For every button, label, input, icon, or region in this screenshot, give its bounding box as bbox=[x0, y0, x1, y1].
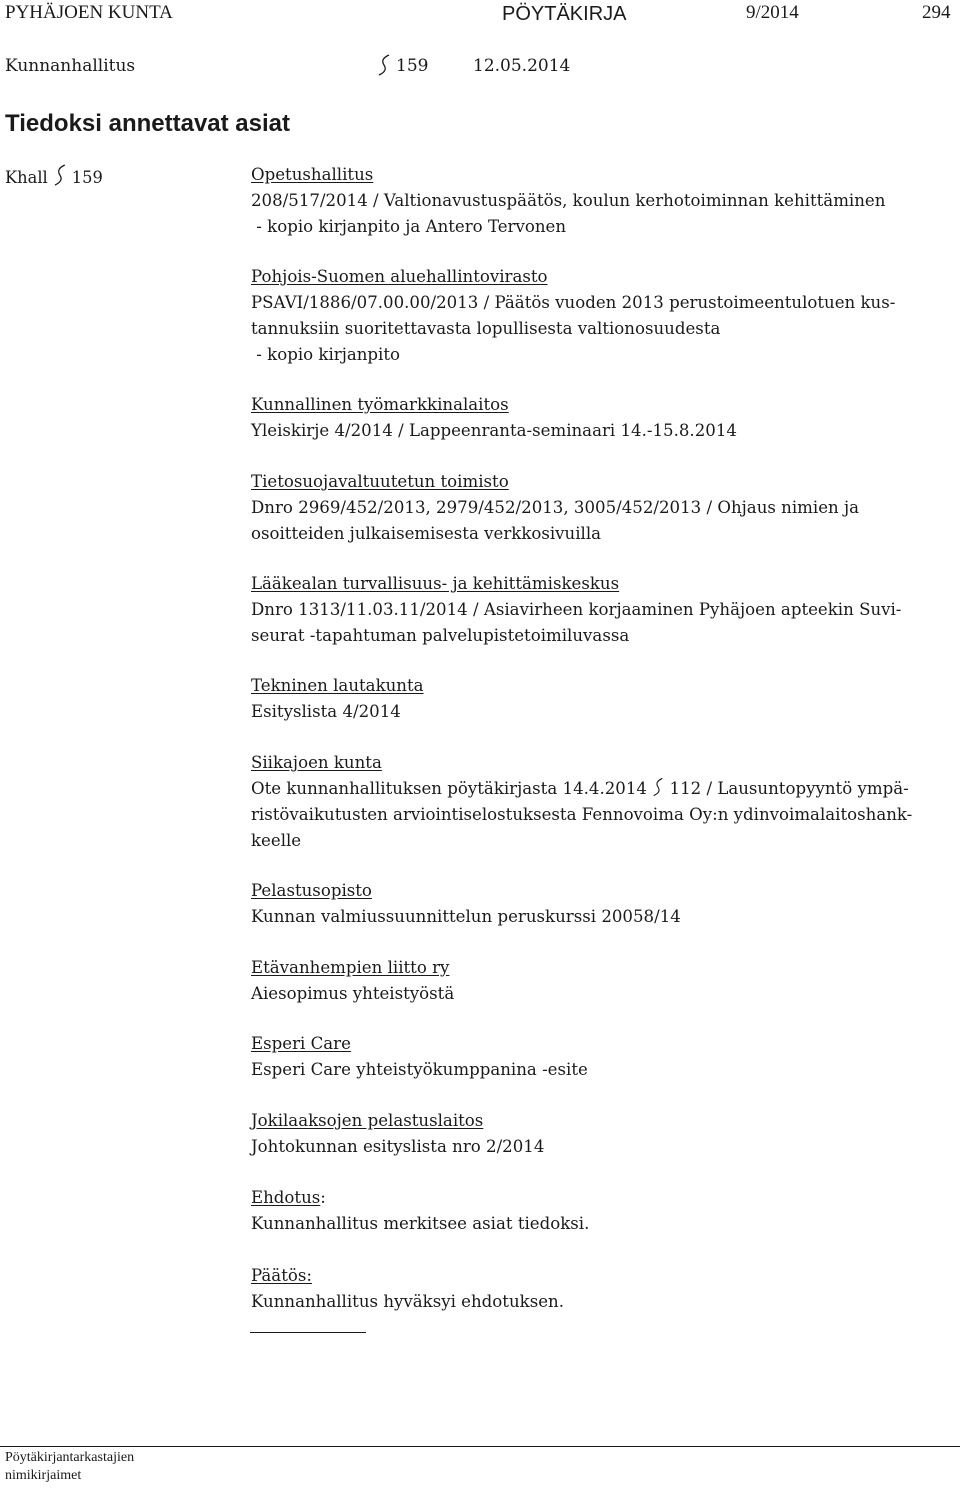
decision-label: Päätös: bbox=[251, 1266, 312, 1285]
notice-line bbox=[251, 776, 956, 802]
page-title: Tiedoksi annettavat asiat bbox=[5, 110, 290, 137]
notice-line: keelle bbox=[251, 831, 302, 850]
notice-sender: Esperi Care bbox=[251, 1034, 351, 1053]
notice-item bbox=[251, 1108, 956, 1160]
notice-sender: Tekninen lautakunta bbox=[251, 676, 424, 695]
proposal-text: Kunnanhallitus merkitsee asiat tiedoksi. bbox=[251, 1214, 590, 1233]
section-number: 159 bbox=[71, 168, 103, 187]
issue-number: 9/2014 bbox=[746, 2, 799, 23]
notice-item bbox=[251, 264, 956, 368]
page-number: 294 bbox=[922, 2, 951, 23]
notice-line: Aiesopimus yhteistyöstä bbox=[251, 984, 455, 1003]
notice-item bbox=[251, 392, 956, 444]
notice-sender: Kunnallinen työmarkkinalaitos bbox=[251, 395, 509, 414]
notice-sender: Pelastusopisto bbox=[251, 881, 372, 900]
section-sign-icon bbox=[53, 163, 67, 191]
notice-line-part: Ote kunnanhallituksen pöytäkirjasta 14.4.2014 bbox=[251, 779, 653, 798]
document-type: PÖYTÄKIRJA bbox=[502, 3, 627, 25]
proposal-heading bbox=[251, 1185, 956, 1211]
notice-item bbox=[251, 469, 956, 547]
notice-sender: Etävanhempien liitto ry bbox=[251, 958, 450, 977]
notice-line: Yleiskirje 4/2014 / Lappeenranta-seminaari 14.-15.8.2014 bbox=[251, 421, 737, 440]
notice-item bbox=[251, 1031, 956, 1083]
notice-line: Johtokunnan esityslista nro 2/2014 bbox=[251, 1137, 545, 1156]
notice-line: - kopio kirjanpito ja Antero Tervonen bbox=[251, 217, 567, 236]
notice-sender: Pohjois-Suomen aluehallintovirasto bbox=[251, 267, 548, 286]
decision-text: Kunnanhallitus hyväksyi ehdotuksen. bbox=[251, 1292, 565, 1311]
proposal-colon: : bbox=[320, 1188, 326, 1207]
notice-sender: Siikajoen kunta bbox=[251, 753, 382, 772]
notice-item bbox=[251, 955, 956, 1007]
notice-line: osoitteiden julkaisemisesta verkkosivuilla bbox=[251, 524, 602, 543]
proposal-block bbox=[251, 1185, 956, 1237]
notice-line-part: 112 / Lausuntopyyntö ympä- bbox=[664, 779, 909, 798]
notice-line: Esityslista 4/2014 bbox=[251, 702, 401, 721]
notice-line: PSAVI/1886/07.00.00/2013 / Päätös vuoden 2013 perustoimeentulotuen kus- bbox=[251, 293, 896, 312]
notice-sender: Lääkealan turvallisuus- ja kehittämiskeskus bbox=[251, 574, 620, 593]
body-name: Kunnanhallitus bbox=[5, 56, 136, 76]
proposal-label: Ehdotus bbox=[251, 1188, 321, 1207]
footer-line-1: Pöytäkirjantarkastajien bbox=[5, 1450, 135, 1465]
header-section-number: 159 bbox=[396, 56, 429, 76]
end-rule bbox=[250, 1332, 366, 1333]
section-label bbox=[5, 163, 103, 191]
notice-item bbox=[251, 571, 956, 649]
notice-line: seurat -tapahtuman palvelupistetoimiluvassa bbox=[251, 626, 630, 645]
notice-item bbox=[251, 673, 956, 725]
notice-item bbox=[251, 878, 956, 930]
notice-line: 208/517/2014 / Valtionavustuspäätös, koulun kerhotoiminnan kehittäminen bbox=[251, 191, 886, 210]
notice-item bbox=[251, 750, 956, 854]
notice-line: - kopio kirjanpito bbox=[251, 345, 401, 364]
notice-item bbox=[251, 162, 956, 240]
footer-line-2: nimikirjaimet bbox=[5, 1468, 82, 1483]
decision-block bbox=[251, 1263, 956, 1315]
footer-rule bbox=[0, 1446, 960, 1447]
notice-line: Dnro 1313/11.03.11/2014 / Asiavirheen korjaaminen Pyhäjoen apteekin Suvi- bbox=[251, 600, 902, 619]
header-section-sign-icon bbox=[377, 53, 391, 82]
notice-line: Dnro 2969/452/2013, 2979/452/2013, 3005/452/2013 / Ohjaus nimien ja bbox=[251, 498, 860, 517]
notice-line: ristövaikutusten arviointiselostuksesta Fennovoima Oy:n ydinvoimalaitoshank- bbox=[251, 805, 913, 824]
municipality-name: PYHÄJOEN KUNTA bbox=[5, 2, 173, 23]
notice-sender: Opetushallitus bbox=[251, 165, 374, 184]
section-prefix: Khall bbox=[5, 168, 48, 187]
notice-line: tannuksiin suoritettavasta lopullisesta valtionosuudesta bbox=[251, 319, 721, 338]
meeting-date: 12.05.2014 bbox=[473, 56, 571, 76]
notice-line: Esperi Care yhteistyökumppanina -esite bbox=[251, 1060, 588, 1079]
notice-sender: Jokilaaksojen pelastuslaitos bbox=[251, 1111, 484, 1130]
notice-sender: Tietosuojavaltuutetun toimisto bbox=[251, 472, 509, 491]
notice-line: Kunnan valmiussuunnittelun peruskurssi 20058/14 bbox=[251, 907, 681, 926]
